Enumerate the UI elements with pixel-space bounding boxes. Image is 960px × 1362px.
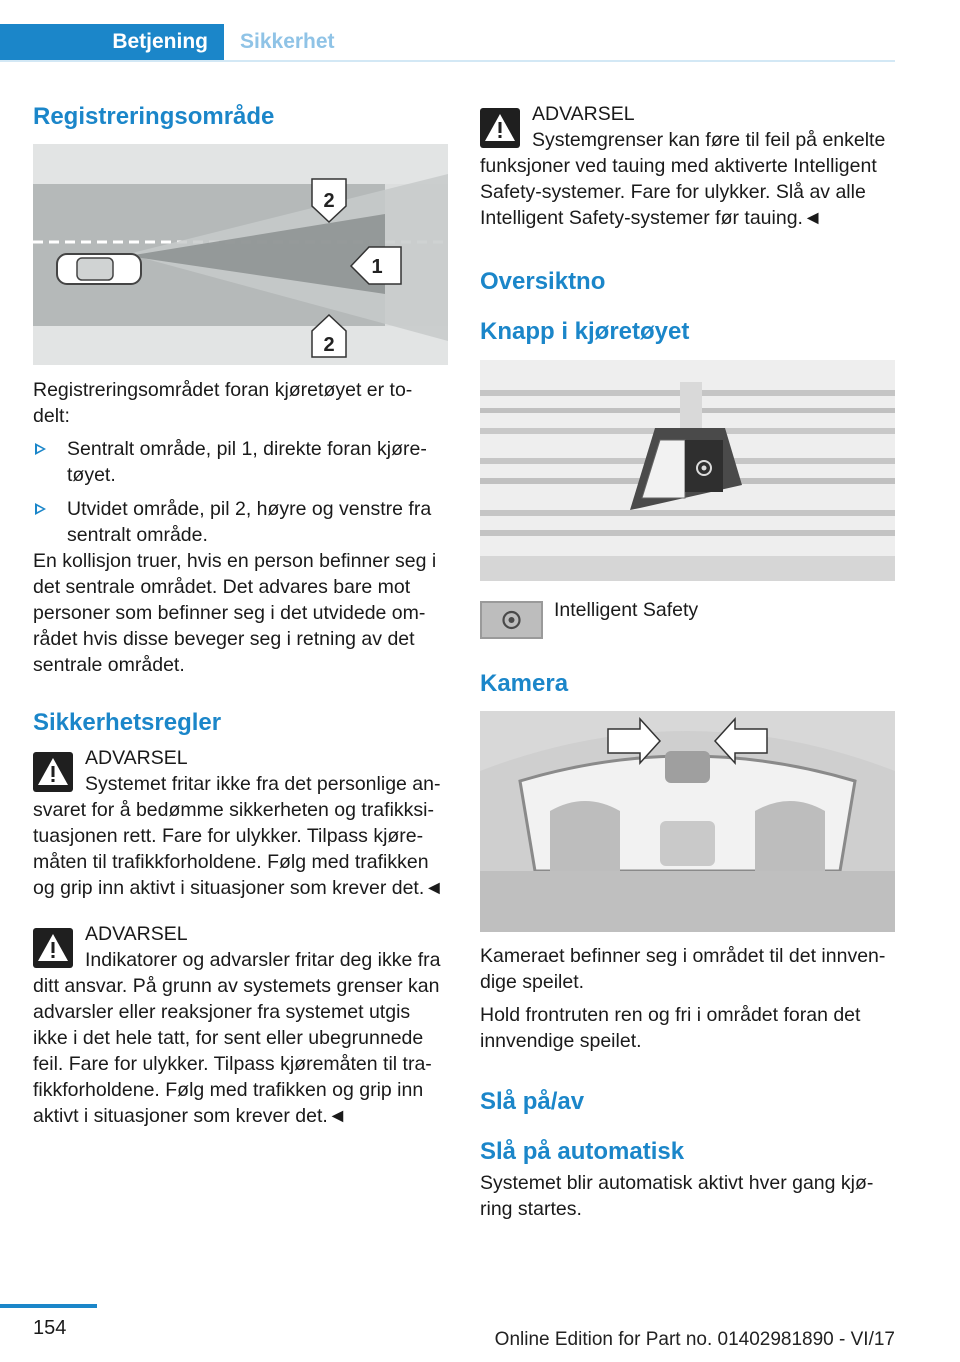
button-location-figure <box>480 360 895 581</box>
subsection-title-sla-pa-automatisk: Slå på automatisk <box>480 1138 685 1165</box>
subsection-title-knapp: Knapp i kjøretøyet <box>480 318 690 345</box>
detection-area-figure <box>33 144 448 365</box>
section-title-sikkerhetsregler: Sikkerhetsregler <box>33 709 222 736</box>
warning-block <box>480 103 895 231</box>
camera-interior-photo <box>480 711 895 932</box>
camera-location-figure <box>480 711 895 932</box>
intro-text: Registreringsområdet foran kjøretøyet er to-delt: <box>33 379 413 427</box>
arrow-1-center-label: 1 <box>371 256 383 278</box>
section-title-sla-pa-av: Slå på/av <box>480 1088 585 1115</box>
warning-title: ADVARSEL <box>85 923 188 945</box>
bullet-triangle-icon <box>35 443 46 455</box>
warning-text: Systemet fritar ikke fra det personlige an-svaret for å bedømme sikkerheten og trafikksi-tuasjonen rett. Fare for ulykker. Tilpass kjøre-måten til trafikkforholdene. Følg med trafikken og grip inn aktivt i situasjoner som krever det.◄ <box>33 773 444 899</box>
collision-paragraph: En kollisjon truer, hvis en person befinner seg i det sentrale området. Det advares bare mot personer som befinner seg i det utvidede om-rådet hvis disse beveger seg i retning av det sentrale området. <box>33 550 437 676</box>
camera-housing <box>665 751 710 783</box>
edition-text: Online Edition for Part no. 01402981890 - VI/17 <box>494 1329 895 1350</box>
list-item <box>33 496 448 548</box>
detection-area-diagram <box>33 144 448 365</box>
warning-block <box>33 923 448 1129</box>
arrow-2-bottom-label: 2 <box>323 334 335 356</box>
intelligent-safety-button-icon[interactable] <box>480 601 543 639</box>
dashboard-button-photo <box>480 360 895 581</box>
auto-text: Systemet blir automatisk aktivt hver gang kjø-ring startes. <box>480 1172 874 1220</box>
intelligent-safety-icon <box>480 601 543 639</box>
warning-block <box>33 747 448 901</box>
warning-icon <box>33 752 73 792</box>
footer-rule <box>0 1304 97 1308</box>
warning-icon <box>33 928 73 968</box>
list-item-text: Sentralt område, pil 1, direkte foran kjøre-tøyet. <box>67 438 427 486</box>
warning-text: Indikatorer og advarsler fritar deg ikke fra ditt ansvar. På grunn av systemets grenser kan advarsler eller reaksjoner fra systemet utgis ikke i det hele tatt, for sent eller ubegrunnede feil. Fare for ulykker. Tilpass kjøremåten til tra-fikkforholdene. Følg med trafikken og grip inn aktivt i situasjoner som krever det.◄ <box>33 949 441 1127</box>
button-caption: Intelligent Safety <box>554 599 699 621</box>
arrow-2-top-label: 2 <box>323 190 335 212</box>
page-number: 154 <box>33 1317 67 1339</box>
vehicle-icon <box>57 254 141 284</box>
warning-icon <box>480 108 520 148</box>
list-item-text: Utvidet område, pil 2, høyre og venstre fra sentralt område. <box>67 498 432 546</box>
warning-title: ADVARSEL <box>532 103 635 125</box>
subsection-title-kamera: Kamera <box>480 670 569 697</box>
chapter-tabs <box>0 0 895 62</box>
warning-text: Systemgrenser kan føre til feil på enkelte funksjoner ved tauing med aktiverte Intelligent Safety-systemer. Fare for ulykker. Slå av alle Intelligent Safety-systemer før tauing.◄ <box>480 129 886 229</box>
tab-betjening[interactable]: Betjening <box>0 24 224 60</box>
camera-text-2: Hold frontruten ren og fri i området foran det innvendige speilet. <box>480 1004 861 1052</box>
tab-sikkerhet[interactable]: Sikkerhet <box>240 30 335 53</box>
detection-area-list <box>33 436 448 556</box>
warning-title: ADVARSEL <box>85 747 188 769</box>
section-title-oversiktno: Oversiktno <box>480 268 606 295</box>
camera-text-1: Kameraet befinner seg i området til det innven-dige speilet. <box>480 945 886 993</box>
section-title-registreringsomrade: Registreringsområde <box>33 103 275 130</box>
bullet-triangle-icon <box>35 503 46 515</box>
list-item <box>33 436 448 488</box>
